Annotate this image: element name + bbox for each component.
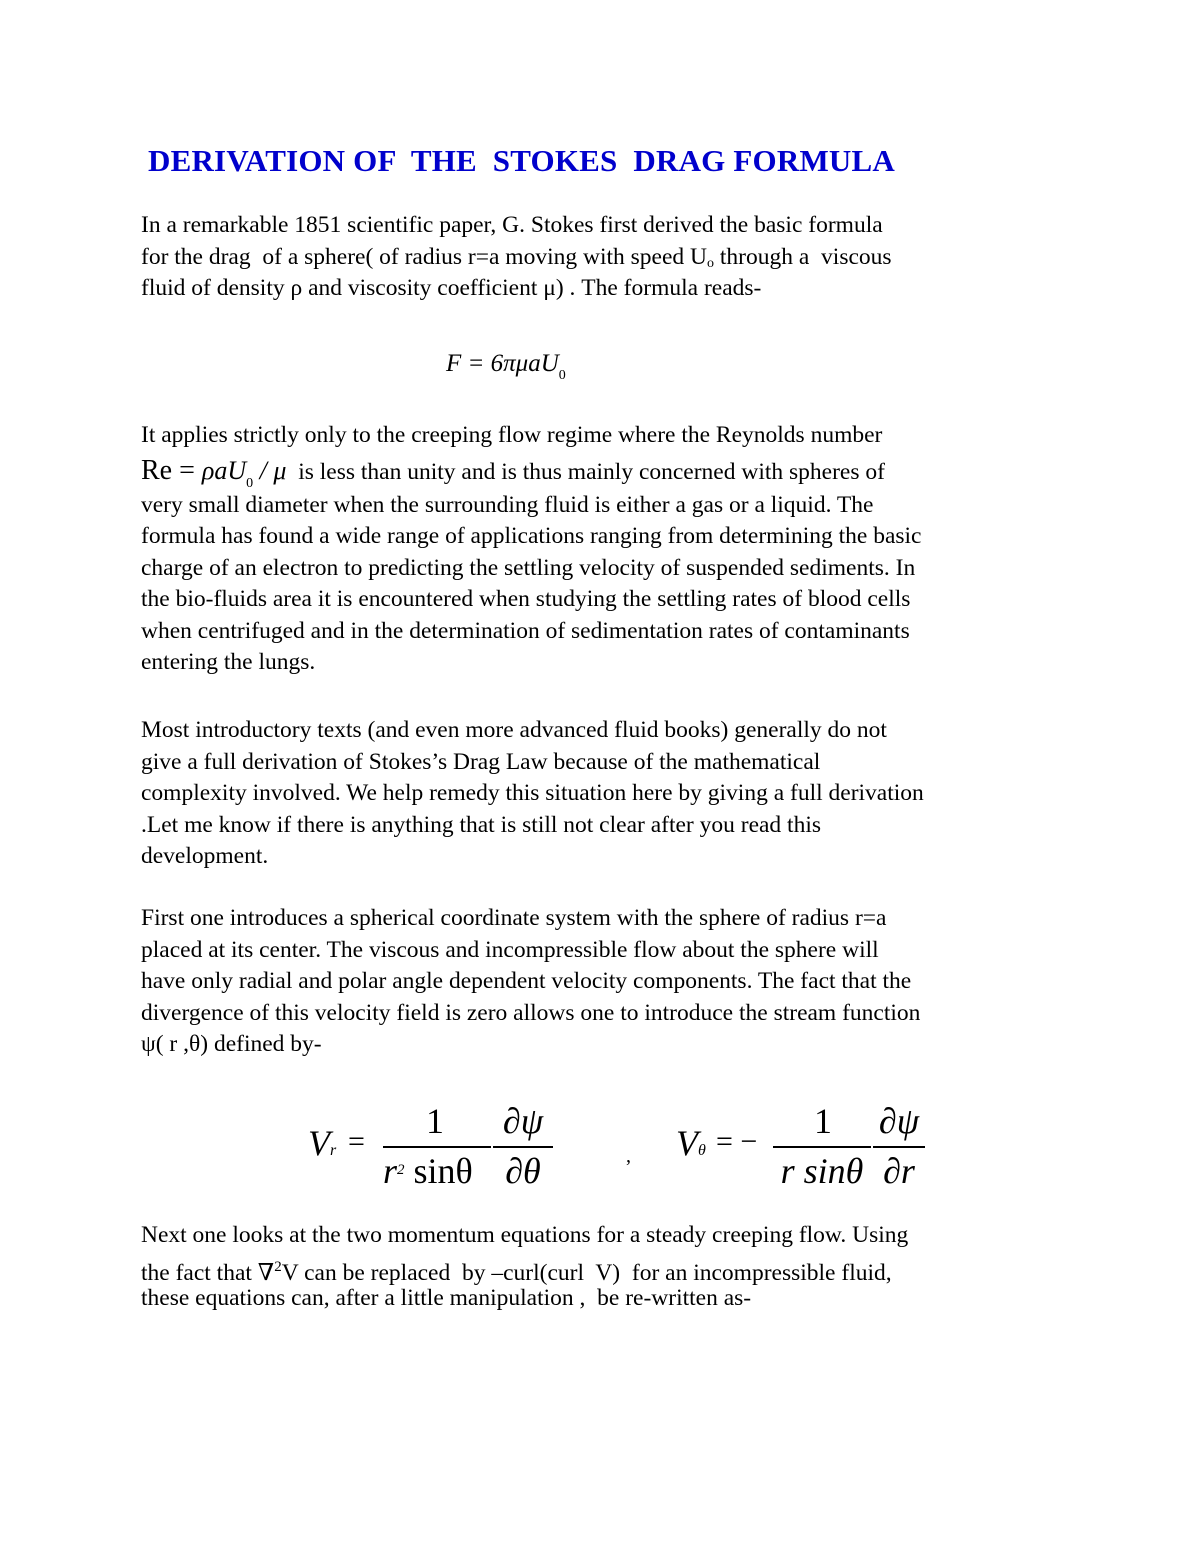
fraction-denominator: ∂r bbox=[883, 1151, 915, 1191]
text-line: In a remarkable 1851 scientific paper, G. Stokes first derived the basic formula bbox=[141, 212, 883, 238]
vr-symbol: Vr bbox=[308, 1123, 337, 1163]
reynolds-paragraph bbox=[141, 420, 1071, 679]
text-line: divergence of this velocity field is zero allows one to introduce the stream function bbox=[141, 999, 921, 1026]
fraction-denominator: ∂θ bbox=[505, 1151, 541, 1191]
momentum-equations-paragraph bbox=[141, 1220, 1071, 1315]
text-line: Next one looks at the two momentum equations for a steady creeping flow. Using bbox=[141, 1222, 909, 1248]
intro-paragraph bbox=[141, 210, 1071, 305]
fraction-bar bbox=[773, 1146, 871, 1148]
stokes-drag-equation: F = 6πμaU$_0$ bbox=[446, 350, 566, 383]
equals-sign: = bbox=[348, 1125, 365, 1158]
text-line: development. bbox=[141, 843, 269, 869]
fraction-denominator: $r^2$ sinθ bbox=[383, 1151, 473, 1191]
text-line: charge of an electron to predicting the settling velocity of suspended sediments. In bbox=[141, 554, 916, 581]
equals-minus-sign: = − bbox=[716, 1125, 758, 1158]
text-line: give a full derivation of Stokes’s Drag Law because of the mathematical bbox=[141, 748, 821, 775]
fraction-bar bbox=[383, 1146, 491, 1148]
text-line: these equations can, after a little manipulation , be re-written as- bbox=[141, 1285, 752, 1311]
text-line: First one introduces a spherical coordinate system with the sphere of radius r=a bbox=[141, 905, 887, 931]
fraction-numerator: 1 bbox=[814, 1101, 832, 1141]
fraction-numerator: ∂ψ bbox=[502, 1101, 544, 1141]
text-line: ψ( r ,θ) defined by- bbox=[141, 1031, 322, 1057]
fraction-bar bbox=[873, 1146, 925, 1148]
text-line: have only radial and polar angle dependent velocity components. The fact that the bbox=[141, 968, 912, 994]
text-line: .Let me know if there is anything that is still not clear after you read this bbox=[141, 811, 822, 838]
text-line: placed at its center. The viscous and incompressible flow about the sphere will bbox=[141, 936, 879, 963]
text-line: complexity involved. We help remedy this situation here by giving a full derivation bbox=[141, 780, 924, 806]
text-line: entering the lungs. bbox=[141, 649, 316, 675]
text-line: formula has found a wide range of applications ranging from determining the basic bbox=[141, 523, 922, 549]
text-line: when centrifuged and in the determination of sedimentation rates of contaminants bbox=[141, 617, 910, 644]
coordinate-system-paragraph bbox=[141, 903, 1071, 1061]
fraction-numerator: 1 bbox=[426, 1101, 444, 1141]
text-line: the fact that ∇$^2$V can be replaced by –curl(curl V) for an incompressible fluid, bbox=[141, 1258, 892, 1286]
text-line: Most introductory texts (and even more advanced fluid books) generally do not bbox=[141, 717, 887, 743]
fraction-bar bbox=[493, 1146, 553, 1148]
document-title: DERIVATION OF THE STOKES DRAG FORMULA bbox=[148, 143, 895, 178]
text-line: fluid of density ρ and viscosity coefficient μ) . The formula reads- bbox=[141, 275, 762, 301]
fraction-numerator: ∂ψ bbox=[878, 1101, 920, 1141]
derivation-motivation-paragraph bbox=[141, 715, 1071, 873]
separator-comma: , bbox=[626, 1145, 631, 1167]
text-line: for the drag of a sphere( of radius r=a moving with speed $U_o$ through a viscous bbox=[141, 243, 892, 271]
text-line: very small diameter when the surrounding fluid is either a gas or a liquid. The bbox=[141, 491, 874, 518]
vtheta-symbol: Vθ bbox=[676, 1123, 706, 1163]
reynolds-number-line: Re = ρaU$_0$ / μ is less than unity and is thus mainly concerned with spheres of bbox=[141, 454, 885, 491]
text-line: the bio-fluids area it is encountered when studying the settling rates of blood cells bbox=[141, 586, 911, 612]
text-line: It applies strictly only to the creeping flow regime where the Reynolds number bbox=[141, 422, 883, 448]
fraction-denominator: r sinθ bbox=[780, 1151, 864, 1191]
